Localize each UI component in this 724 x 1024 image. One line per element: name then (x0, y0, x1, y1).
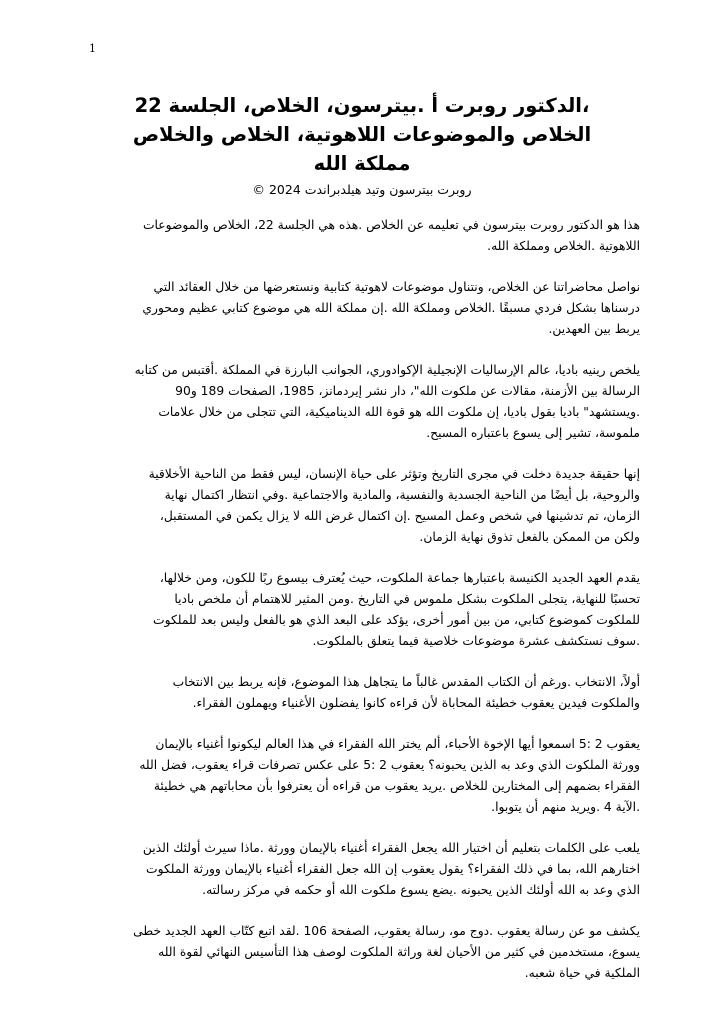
paragraph-padilla-quote: يلخص رينيه باديا، عالم الإرساليات الإنجيلية الإكوادوري، الجوانب البارزة في المملكة .أقتبس من كتابه الرسالة بين الأزمنة، مقالات عن ملكوت الله"، دار نشر إيردمانز، 1985، الصفحات 189 و90 .ويستشهد" باديا بقول باديا، إن ملكوت الله هو قوة الله الديناميكية، التي تتجلى من خلال علامات ملموسة، تشير إلى يسوع باعتباره المسيح. (134, 363, 640, 440)
document-title: ،الدكتور روبرت أ .بيترسون، الخلاص، الجلسة 22 الخلاص والموضوعات اللاهوتية، الخلاص والخلاص مملكة الله (132, 94, 592, 175)
paragraph-lectures: نواصل محاضراتنا عن الخلاص، ونتناول موضوعات لاهوتية كتابية ونستعرضها من خلال العقائد التي درسناها بشكل فردي مسبقًا .الخلاص ومملكة الله .إن مملكة الله هي موضوع كتابي عظيم ومحوري يربط بين العهدين. (142, 280, 640, 336)
paragraph-moo: يكشف مو عن رسالة يعقوب .دوج مو، رسالة يعقوب، الصفحة 106 .لقد اتبع كتّاب العهد الجديد خطى يسوع، مستخدمين في كثير من الأحيان لغة وراثة الملكوت لوصف هذا التأسيس النهائي لقوة الله الملكية في حياة شعبه. (133, 924, 640, 980)
paragraph-james-2-5: يعقوب 2 :5 اسمعوا أيها الإخوة الأحباء، ألم يختر الله الفقراء في هذا العالم ليكونوا أغنياء بالإيمان وورثة الملكوت الذي وعد به الذين يحبونه؟ يعقوب 2 :5 على عكس تصرفات قراء يعقوب، فضل الله الفقراء بضمهم إلى المختارين للخلاص .يريد يعقوب من قراءه أن يعترفوا بأن محاباتهم هي خطيئة .الآية 4 .ويريد منهم أن يتوبوا. (139, 737, 640, 814)
paragraph-new-reality: إنها حقيقة جديدة دخلت في مجرى التاريخ وتؤثر على حياة الإنسان، ليس فقط من الناحية الأخلاقية والروحية، بل أيضًا من الناحية الجسدية والنفسية، والمادية والاجتماعية .وفي انتظار اكتمال نهاية الزمان، تم تدشينها في شخص وعمل المسيح .إن اكتمال غرض الله لا يزال يكمن في المستقبل، ولكن من الممكن بالفعل تذوق نهاية الزمان. (148, 467, 640, 544)
paragraph-wordplay: يلعب على الكلمات بتعليم أن اختيار الله يجعل الفقراء أغنياء بالإيمان وورثة .ماذا سيرث أولئك الذين اختارهم الله، بما في ذلك الفقراء؟ يقول يعقوب إن الله جعل الفقراء أغنياء بالإيمان وورثة الملكوت الذي وعد به الله أولئك الذين يحبونه .يضع يسوع ملكوت الله أو حكمه في مركز رسالته. (142, 841, 640, 897)
page-number: 1 (89, 42, 96, 55)
paragraph-election: أولاً، الانتخاب .ورغم أن الكتاب المقدس غالباً ما يتجاهل هذا الموضوع، فإنه يربط بين الانتخاب والملكوت فيدين يعقوب خطيئة المحاباة لأن قراءه كانوا يفضلون الأغنياء ويهملون الفقراء. (172, 675, 640, 710)
document-body (132, 215, 640, 1004)
paragraph-church-kingdom: يقدم العهد الجديد الكنيسة باعتبارها جماعة الملكوت، حيث يُعترف بيسوع ربًا للكون، ومن خلالها، تحسبًا للنهاية، يتجلى الملكوت بشكل ملموس في التاريخ .ومن المثير للاهتمام أن ملخص باديا للملكوت كموضوع كتابي، من بين أمور أخرى، يؤكد على البعد الذي هو بالفعل وليس بعد للملكوت .سوف نستكشف عشرة موضوعات خلاصية فيما يتعلق بالملكوت. (153, 571, 640, 648)
paragraph-intro: هذا هو الدكتور روبرت بيترسون في تعليمه عن الخلاص .هذه هي الجلسة 22، الخلاص والموضوعات اللاهوتية .الخلاص ومملكة الله. (142, 218, 640, 253)
copyright-line: روبرت بيترسون وتيد هيلدبراندت 2024 © (252, 182, 472, 197)
